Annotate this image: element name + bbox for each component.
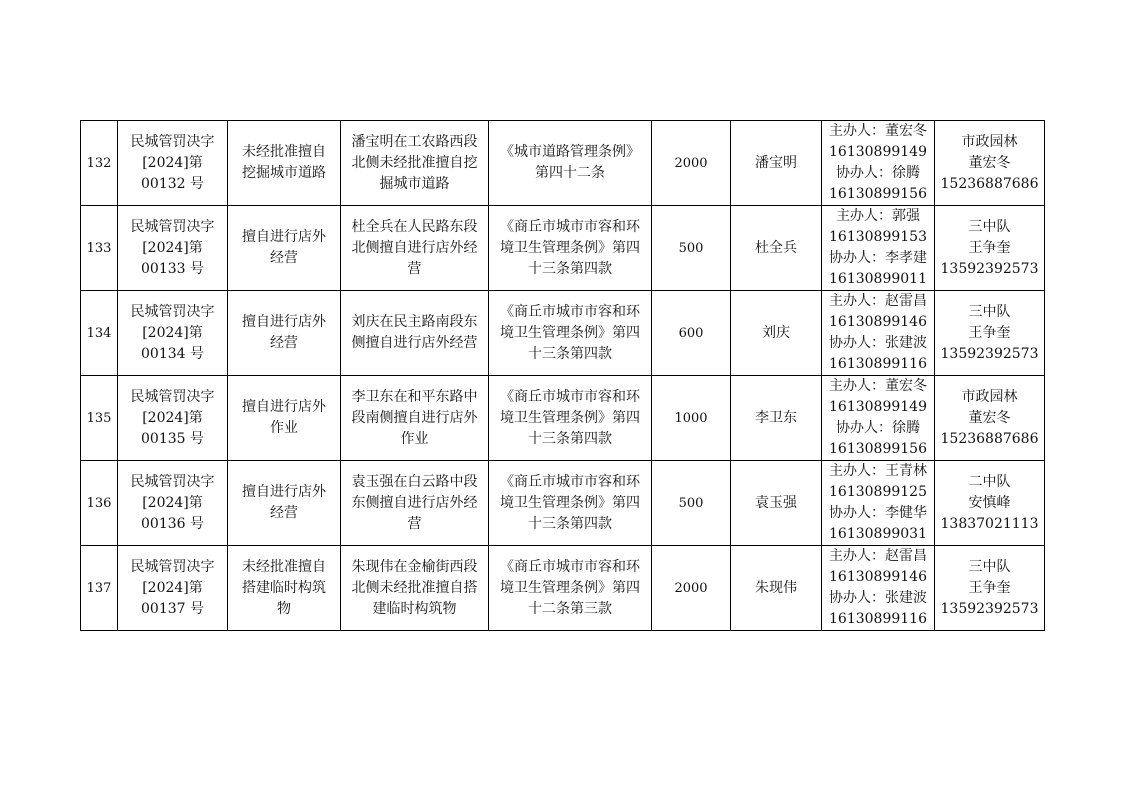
penalty-decision-table: [80, 120, 1045, 631]
fine-amount-cell: 1000: [652, 376, 731, 461]
fine-amount-cell: 500: [652, 461, 731, 546]
violation-type-cell: 擅自进行店外 作业: [228, 376, 341, 461]
decision-number-cell: 民城管罚决字 [2024]第 00136 号: [118, 461, 228, 546]
party-name-cell: 杜全兵: [731, 206, 822, 291]
row-index-cell: 137: [81, 546, 118, 631]
violation-type-cell: 擅自进行店外 经营: [228, 291, 341, 376]
handling-officers-cell: 主办人：郭强 16130899153 协办人：李孝建 16130899011: [822, 206, 935, 291]
violation-facts-cell: 朱现伟在金榆街西段 北侧未经批准擅自搭 建临时构筑物: [341, 546, 489, 631]
row-index-cell: 135: [81, 376, 118, 461]
legal-basis-cell: 《商丘市城市市容和环 境卫生管理条例》第四 十三条第四款: [489, 206, 652, 291]
legal-basis-cell: 《商丘市城市市容和环 境卫生管理条例》第四 十三条第四款: [489, 461, 652, 546]
responsible-unit-cell: 市政园林 董宏冬 15236887686: [935, 376, 1045, 461]
row-index-cell: 136: [81, 461, 118, 546]
party-name-cell: 刘庆: [731, 291, 822, 376]
decision-number-cell: 民城管罚决字 [2024]第 00133 号: [118, 206, 228, 291]
violation-facts-cell: 李卫东在和平东路中 段南侧擅自进行店外 作业: [341, 376, 489, 461]
party-name-cell: 潘宝明: [731, 121, 822, 206]
party-name-cell: 李卫东: [731, 376, 822, 461]
legal-basis-cell: 《商丘市城市市容和环 境卫生管理条例》第四 十三条第四款: [489, 376, 652, 461]
fine-amount-cell: 600: [652, 291, 731, 376]
violation-type-cell: 擅自进行店外 经营: [228, 206, 341, 291]
row-index-cell: 134: [81, 291, 118, 376]
responsible-unit-cell: 二中队 安慎峰 13837021113: [935, 461, 1045, 546]
row-index-cell: 133: [81, 206, 118, 291]
violation-facts-cell: 杜全兵在人民路东段 北侧擅自进行店外经 营: [341, 206, 489, 291]
decision-number-cell: 民城管罚决字 [2024]第 00132 号: [118, 121, 228, 206]
handling-officers-cell: 主办人：董宏冬 16130899149 协办人：徐腾 16130899156: [822, 376, 935, 461]
table-row: [81, 461, 1045, 546]
table-row: [81, 376, 1045, 461]
party-name-cell: 朱现伟: [731, 546, 822, 631]
legal-basis-cell: 《商丘市城市市容和环 境卫生管理条例》第四 十三条第四款: [489, 291, 652, 376]
handling-officers-cell: 主办人：赵雷昌 16130899146 协办人：张建波 16130899116: [822, 291, 935, 376]
violation-facts-cell: 袁玉强在白云路中段 东侧擅自进行店外经 营: [341, 461, 489, 546]
responsible-unit-cell: 三中队 王争奎 13592392573: [935, 206, 1045, 291]
table-body: [81, 121, 1045, 631]
handling-officers-cell: 主办人：董宏冬 16130899149 协办人：徐腾 16130899156: [822, 121, 935, 206]
violation-type-cell: 未经批准擅自 挖掘城市道路: [228, 121, 341, 206]
fine-amount-cell: 500: [652, 206, 731, 291]
table-row: [81, 546, 1045, 631]
violation-type-cell: 擅自进行店外 经营: [228, 461, 341, 546]
fine-amount-cell: 2000: [652, 121, 731, 206]
party-name-cell: 袁玉强: [731, 461, 822, 546]
decision-number-cell: 民城管罚决字 [2024]第 00135 号: [118, 376, 228, 461]
handling-officers-cell: 主办人：赵雷昌 16130899146 协办人：张建波 16130899116: [822, 546, 935, 631]
decision-number-cell: 民城管罚决字 [2024]第 00134 号: [118, 291, 228, 376]
table-row: [81, 121, 1045, 206]
responsible-unit-cell: 三中队 王争奎 13592392573: [935, 291, 1045, 376]
fine-amount-cell: 2000: [652, 546, 731, 631]
responsible-unit-cell: 市政园林 董宏冬 15236887686: [935, 121, 1045, 206]
violation-facts-cell: 刘庆在民主路南段东 侧擅自进行店外经营: [341, 291, 489, 376]
legal-basis-cell: 《城市道路管理条例》 第四十二条: [489, 121, 652, 206]
table-row: [81, 291, 1045, 376]
decision-number-cell: 民城管罚决字 [2024]第 00137 号: [118, 546, 228, 631]
handling-officers-cell: 主办人：王青林 16130899125 协办人：李健华 16130899031: [822, 461, 935, 546]
row-index-cell: 132: [81, 121, 118, 206]
violation-type-cell: 未经批准擅自 搭建临时构筑 物: [228, 546, 341, 631]
violation-facts-cell: 潘宝明在工农路西段 北侧未经批准擅自挖 掘城市道路: [341, 121, 489, 206]
legal-basis-cell: 《商丘市城市市容和环 境卫生管理条例》第四 十二条第三款: [489, 546, 652, 631]
table-row: [81, 206, 1045, 291]
responsible-unit-cell: 三中队 王争奎 13592392573: [935, 546, 1045, 631]
